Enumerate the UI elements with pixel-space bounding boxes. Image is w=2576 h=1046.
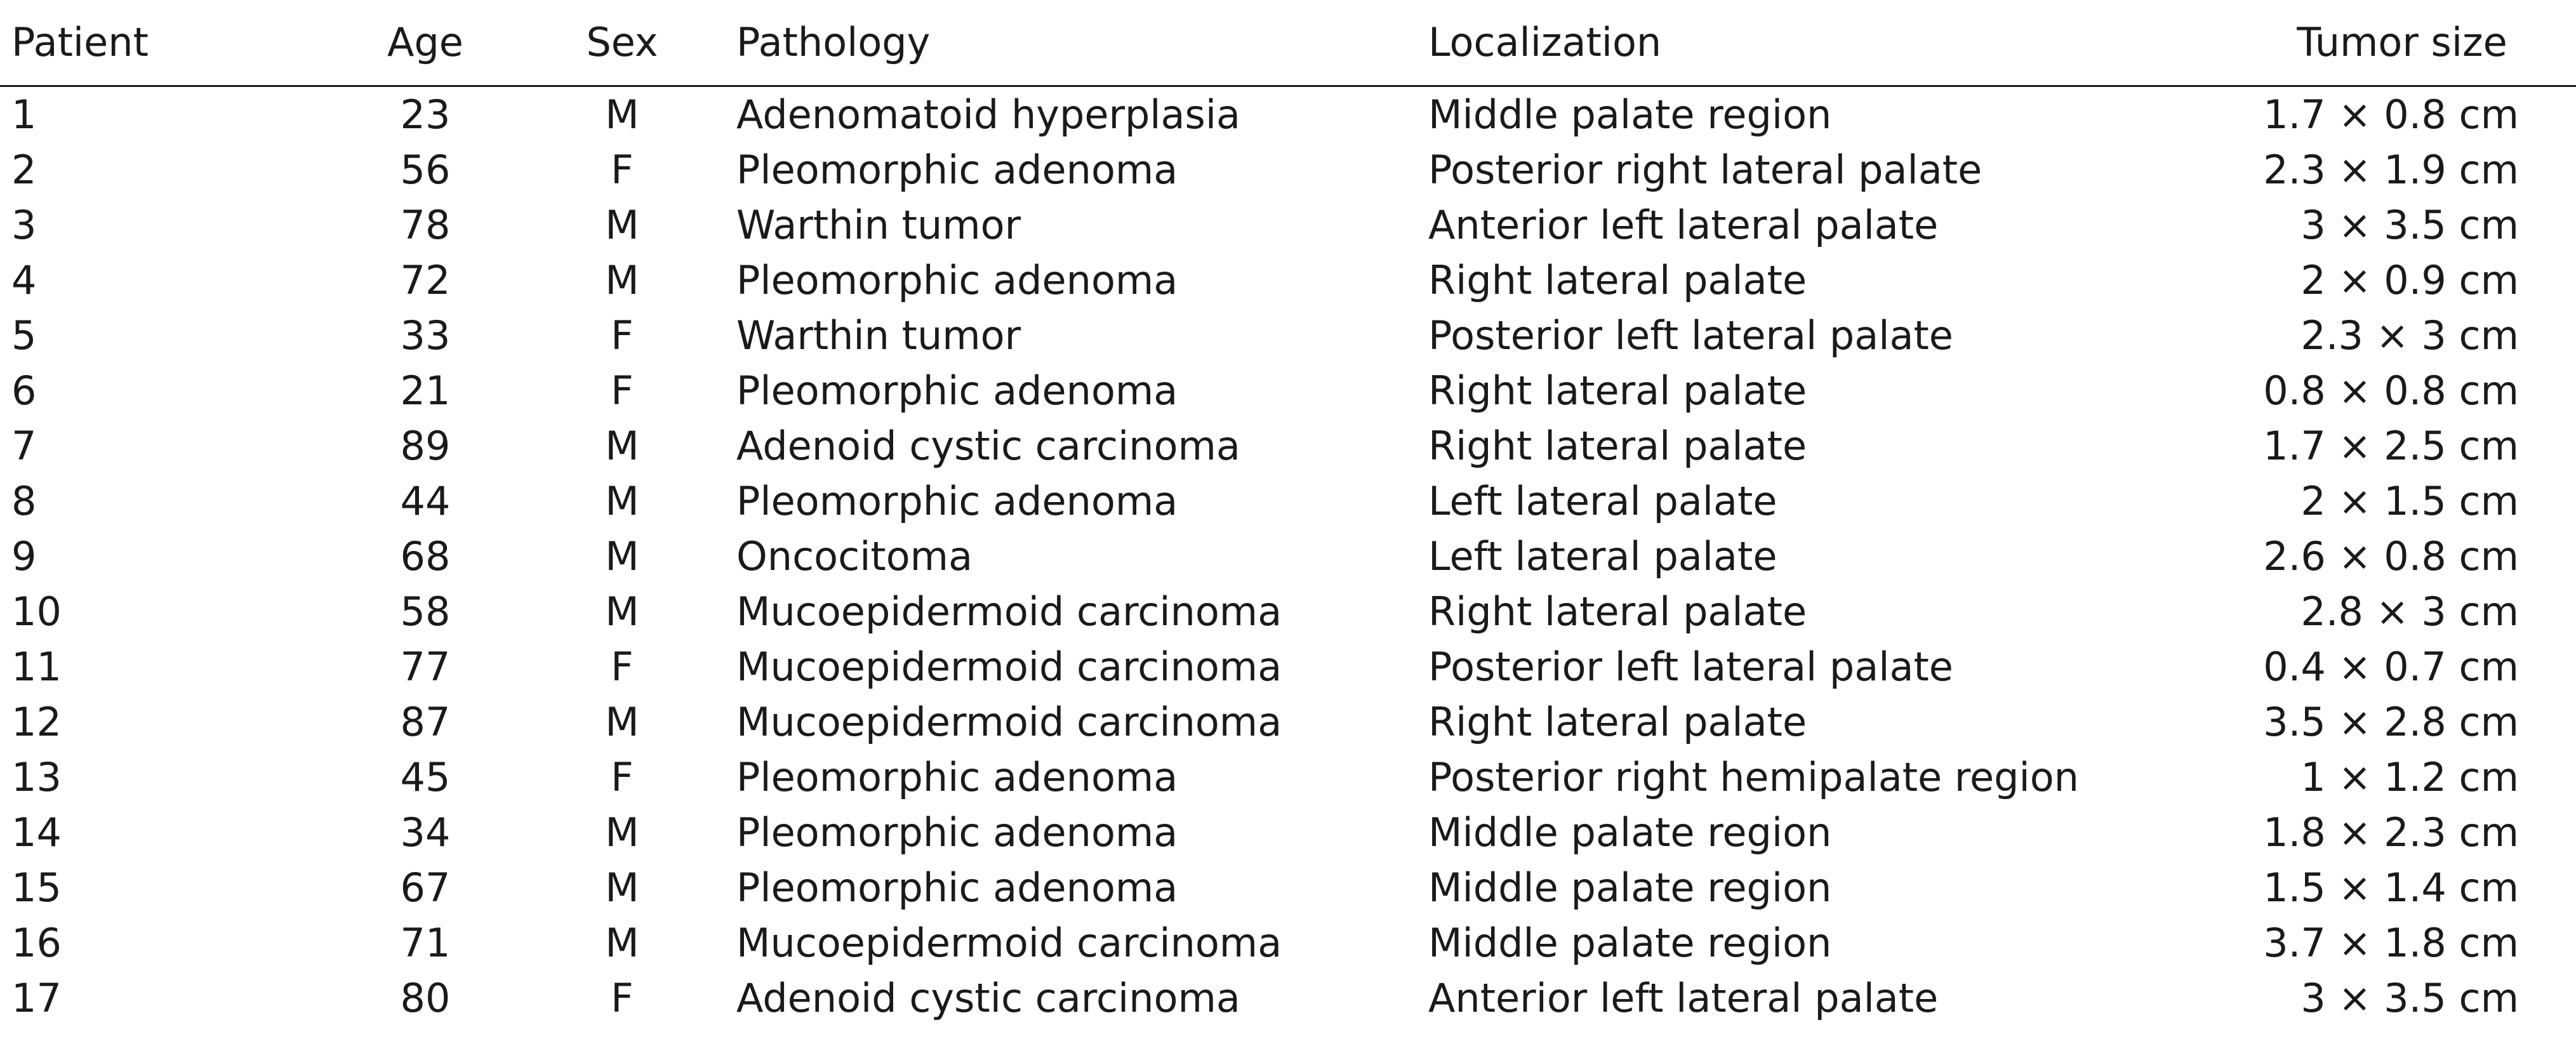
cell-localization: Posterior right lateral palate (1428, 146, 1982, 193)
cell-localization: Anterior left lateral palate (1428, 201, 1939, 248)
cell-patient: 17 (11, 974, 62, 1021)
cell-age: 33 (400, 312, 451, 359)
cell-pathology: Pleomorphic adenoma (736, 864, 1178, 911)
table-row (0, 915, 2576, 970)
cell-age: 78 (400, 201, 451, 248)
cell-tumor-size: 3 × 3.5 cm (2300, 974, 2519, 1021)
table-row (0, 639, 2576, 694)
cell-age: 77 (400, 643, 451, 690)
cell-tumor-size: 1.7 × 2.5 cm (2263, 422, 2519, 469)
cell-age: 68 (400, 533, 451, 579)
cell-sex: M (605, 91, 639, 138)
cell-patient: 12 (11, 698, 62, 745)
cell-pathology: Pleomorphic adenoma (736, 753, 1178, 800)
cell-tumor-size: 2 × 0.9 cm (2300, 256, 2519, 303)
cell-patient: 7 (11, 422, 37, 469)
cell-pathology: Mucoepidermoid carcinoma (736, 698, 1282, 745)
cell-pathology: Pleomorphic adenoma (736, 477, 1178, 524)
cell-age: 71 (400, 919, 451, 966)
cell-age: 23 (400, 91, 451, 138)
header-age: Age (336, 0, 514, 86)
table-header (0, 0, 2576, 86)
cell-localization: Middle palate region (1428, 919, 1832, 966)
cell-pathology: Pleomorphic adenoma (736, 256, 1178, 303)
cell-tumor-size: 3 × 3.5 cm (2300, 201, 2519, 248)
cell-localization: Right lateral palate (1428, 422, 1807, 469)
header-patient: Patient (0, 0, 336, 86)
cell-sex: F (611, 146, 634, 193)
cell-pathology: Adenoid cystic carcinoma (736, 974, 1240, 1021)
cell-tumor-size: 3.7 × 1.8 cm (2263, 919, 2519, 966)
cell-localization: Right lateral palate (1428, 256, 1807, 303)
cell-age: 89 (400, 422, 451, 469)
cell-patient: 15 (11, 864, 62, 911)
cell-pathology: Oncocitoma (736, 533, 973, 579)
table-row (0, 418, 2576, 473)
cell-tumor-size: 1.7 × 0.8 cm (2263, 91, 2519, 138)
table-row (0, 253, 2576, 308)
cell-pathology: Adenomatoid hyperplasia (736, 91, 1241, 138)
cell-tumor-size: 0.8 × 0.8 cm (2263, 367, 2519, 414)
table-row (0, 197, 2576, 253)
table-row (0, 970, 2576, 1026)
cell-patient: 13 (11, 753, 62, 800)
cell-sex: M (605, 919, 639, 966)
cell-pathology: Pleomorphic adenoma (736, 367, 1178, 414)
cell-patient: 2 (11, 146, 37, 193)
table-row (0, 694, 2576, 750)
cell-tumor-size: 2.6 × 0.8 cm (2263, 533, 2519, 579)
cell-pathology: Adenoid cystic carcinoma (736, 422, 1240, 469)
header-localization: Localization (1422, 0, 2228, 86)
cell-localization: Middle palate region (1428, 91, 1832, 138)
table-row (0, 750, 2576, 805)
table-row (0, 308, 2576, 363)
cell-sex: F (611, 643, 634, 690)
cell-sex: M (605, 809, 639, 856)
cell-patient: 5 (11, 312, 37, 359)
cell-sex: M (605, 588, 639, 635)
cell-pathology: Warthin tumor (736, 201, 1021, 248)
cell-age: 87 (400, 698, 451, 745)
cell-patient: 4 (11, 256, 37, 303)
table-row (0, 805, 2576, 860)
cell-localization: Right lateral palate (1428, 588, 1807, 635)
cell-patient: 1 (11, 91, 37, 138)
header-pathology: Pathology (730, 0, 1422, 86)
header-tumor-size: Tumor size (2228, 0, 2576, 86)
cell-tumor-size: 2.3 × 3 cm (2300, 312, 2519, 359)
cell-localization: Right lateral palate (1428, 367, 1807, 414)
cell-age: 56 (400, 146, 451, 193)
cell-patient: 11 (11, 643, 62, 690)
cell-pathology: Mucoepidermoid carcinoma (736, 919, 1282, 966)
cell-age: 72 (400, 256, 451, 303)
cell-age: 45 (400, 753, 451, 800)
cell-tumor-size: 1.5 × 1.4 cm (2263, 864, 2519, 911)
table-row (0, 529, 2576, 584)
cell-tumor-size: 1 × 1.2 cm (2300, 753, 2519, 800)
cell-patient: 3 (11, 201, 37, 248)
cell-localization: Left lateral palate (1428, 477, 1777, 524)
cell-sex: M (605, 422, 639, 469)
cell-pathology: Mucoepidermoid carcinoma (736, 588, 1282, 635)
cell-tumor-size: 1.8 × 2.3 cm (2263, 809, 2519, 856)
table-row (0, 86, 2576, 143)
cell-tumor-size: 3.5 × 2.8 cm (2263, 698, 2519, 745)
cell-pathology: Pleomorphic adenoma (736, 809, 1178, 856)
cell-sex: M (605, 698, 639, 745)
cell-sex: M (605, 477, 639, 524)
cell-localization: Posterior left lateral palate (1428, 643, 1953, 690)
table-row (0, 584, 2576, 639)
cell-tumor-size: 0.4 × 0.7 cm (2263, 643, 2519, 690)
cell-pathology: Pleomorphic adenoma (736, 146, 1178, 193)
cell-tumor-size: 2 × 1.5 cm (2300, 477, 2519, 524)
cell-tumor-size: 2.8 × 3 cm (2300, 588, 2519, 635)
cell-age: 34 (400, 809, 451, 856)
cell-localization: Posterior right hemipalate region (1428, 753, 2079, 800)
cell-age: 44 (400, 477, 451, 524)
cell-age: 58 (400, 588, 451, 635)
header-row (0, 0, 2576, 86)
cell-pathology: Warthin tumor (736, 312, 1021, 359)
cell-sex: M (605, 201, 639, 248)
cell-localization: Right lateral palate (1428, 698, 1807, 745)
table-body (0, 86, 2576, 1026)
cell-localization: Posterior left lateral palate (1428, 312, 1953, 359)
cell-age: 67 (400, 864, 451, 911)
cell-sex: M (605, 864, 639, 911)
cell-sex: F (611, 753, 634, 800)
table-row (0, 363, 2576, 418)
table-row (0, 473, 2576, 529)
cell-tumor-size: 2.3 × 1.9 cm (2263, 146, 2519, 193)
cell-localization: Left lateral palate (1428, 533, 1777, 579)
cell-age: 80 (400, 974, 451, 1021)
cell-patient: 9 (11, 533, 37, 579)
cell-patient: 14 (11, 809, 62, 856)
cell-sex: M (605, 533, 639, 579)
cell-sex: M (605, 256, 639, 303)
cell-localization: Anterior left lateral palate (1428, 974, 1939, 1021)
table-row (0, 860, 2576, 915)
cell-age: 21 (400, 367, 451, 414)
cell-localization: Middle palate region (1428, 864, 1832, 911)
cell-sex: F (611, 367, 634, 414)
cell-localization: Middle palate region (1428, 809, 1832, 856)
table-row (0, 142, 2576, 197)
cell-pathology: Mucoepidermoid carcinoma (736, 643, 1282, 690)
cell-patient: 16 (11, 919, 62, 966)
cell-patient: 6 (11, 367, 37, 414)
header-sex: Sex (514, 0, 730, 86)
cell-patient: 10 (11, 588, 62, 635)
cell-sex: F (611, 312, 634, 359)
cell-sex: F (611, 974, 634, 1021)
cell-patient: 8 (11, 477, 37, 524)
